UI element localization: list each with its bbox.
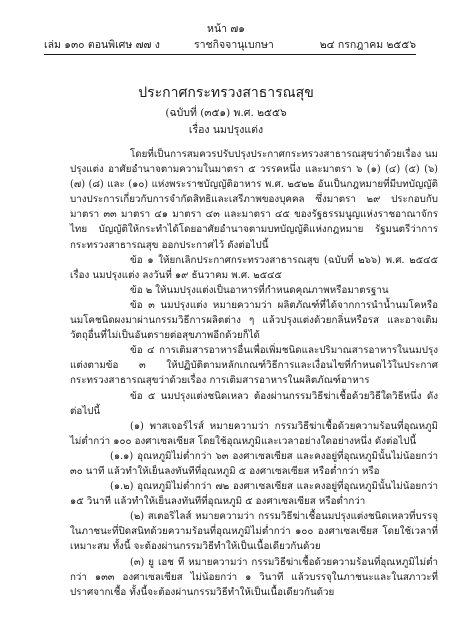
gazette-header (44, 36, 416, 54)
header-divider (44, 54, 416, 55)
gazette-name: ราชกิจจานุเบกษา (194, 39, 274, 51)
clause-paragraph: ข้อ ๒ ให้นมปรุงแต่งเป็นอาหารที่กำหนดคุณภาพหรือมาตรฐาน (130, 284, 389, 296)
clause-paragraph: (๑.๒) อุณหภูมิไม่ต่ำกว่า ๗๒ องศาเซลเซียส และคงอยู่ที่อุณหภูมินั้นไม่น้อยกว่า ๑๕ วินาที แล้วทำให้เย็นลงทันทีที่อุณหภูมิ ๕ องศาเซลเซียส หรือต่ำกว่า (70, 481, 438, 508)
clause-paragraph: ข้อ ๑ ให้ยกเลิกประกาศกระทรวงสาธารณสุข (ฉบับที่ ๒๖๖) พ.ศ. ๒๕๔๕ เรื่อง นมปรุงแต่ง ลงวันที่ ๑๙ ธันวาคม พ.ศ. ๒๕๔๕ (70, 254, 438, 281)
clause-paragraph: ข้อ ๔ การเติมสารอาหารอื่นเพื่อเพิ่มชนิดและปริมาณสารอาหารในนมปรุงแต่งตามข้อ ๓ ให้ปฏิบัติตามหลักเกณฑ์วิธีการและเงื่อนไขที่กำหนดไว้ในประกาศกระทรวงสาธารณสุขว่าด้วยเรื่อง การเติมสารอาหารในผลิตภัณฑ์อาหาร (70, 345, 438, 387)
notice-title: ประกาศกระทรวงสาธารณสุข (138, 85, 314, 101)
notice-body (70, 147, 438, 600)
clause-paragraph: (๑) พาสเจอร์ไรส์ หมายความว่า กรรมวิธีฆ่าเชื้อด้วยความร้อนที่อุณหภูมิไม่ต่ำกว่า ๑๐๐ องศาเซลเซียส โดยใช้อุณหภูมิและเวลาอย่างใดอย่างหนึ่ง ดังต่อไปนี้ (70, 420, 438, 447)
clause-paragraph: ข้อ ๓ นมปรุงแต่ง หมายความว่า ผลิตภัณฑ์ที่ได้จากการนำน้ำนมโคหรือนมโคชนิดผงมาผ่านกรรมวิธีการผลิตต่าง ๆ แล้วปรุงแต่งด้วยกลิ่นหรือรส และอาจเติมวัตถุอื่นที่ไม่เป็นอันตรายต่อสุขภาพอีกด้วยก็ได้ (70, 299, 438, 342)
clause-paragraph: ข้อ ๕ นมปรุงแต่งชนิดเหลว ต้องผ่านกรรมวิธีฆ่าเชื้อด้วยวิธีใดวิธีหนึ่ง ดังต่อไปนี้ (70, 390, 438, 417)
volume-issue: เล่ม ๑๓๐ ตอนพิเศษ ๗๗ ง (44, 39, 160, 51)
publication-date: ๒๔ กรกฎาคม ๒๕๕๖ (319, 39, 416, 51)
page-number: หน้า ๗๑ (207, 23, 245, 35)
notice-number: (ฉบับที่ (๓๕๑) พ.ศ. ๒๕๕๖ (165, 107, 287, 119)
notice-subject: เรื่อง นมปรุงแต่ง (188, 124, 264, 136)
clause-paragraph: (๑.๑) อุณหภูมิไม่ต่ำกว่า ๖๓ องศาเซลเซียส และคงอยู่ที่อุณหภูมินั้นไม่น้อยกว่า ๓๐ นาที แล้วทำให้เย็นลงทันทีที่อุณหภูมิ ๕ องศาเซลเซียส หรือต่ำกว่า หรือ (70, 450, 438, 477)
clause-paragraph: (๒) สเตอริไลส์ หมายความว่า กรรมวิธีฆ่าเชื้อนมปรุงแต่งชนิดเหลวที่บรรจุในภาชนะที่ปิดสนิทด้วยความร้อนที่อุณหภูมิไม่ต่ำกว่า ๑๐๐ องศาเซลเซียส โดยใช้เวลาที่เหมาะสม ทั้งนี้ จะต้องผ่านกรรมวิธีทำให้เป็นเนื้อเดียวกันด้วย (70, 511, 438, 553)
clause-paragraph: โดยที่เป็นการสมควรปรับปรุงประกาศกระทรวงสาธารณสุขว่าด้วยเรื่อง นมปรุงแต่ง อาศัยอำนาจตามความในมาตรา ๕ วรรคหนึ่ง และมาตรา ๖ (๑) (๔) (๕) (๖) (๗) (๘) และ (๑๐) แห่งพระราชบัญญัติอาหาร พ.ศ. ๒๕๒๒ อันเป็นกฎหมายที่มีบทบัญญัติบางประการเกี่ยวกับการจำกัดสิทธิและเสรีภาพของบุคคล ซึ่งมาตรา ๒๙ ประกอบกับมาตรา ๓๓ มาตรา ๔๑ มาตรา ๔๓ และมาตรา ๔๕ ของรัฐธรรมนูญแห่งราชอาณาจักรไทย บัญญัติให้กระทำได้โดยอาศัยอำนาจตามบทบัญญัติแห่งกฎหมาย รัฐมนตรีว่าการกระทรวงสาธารณสุข ออกประกาศไว้ ดังต่อไปนี้ (70, 149, 438, 251)
clause-paragraph: (๓) ยู เอช ที หมายความว่า กรรมวิธีฆ่าเชื้อด้วยความร้อนที่อุณหภูมิไม่ต่ำกว่า ๑๓๓ องศาเซลเซียส ไม่น้อยกว่า ๑ วินาที แล้วบรรจุในภาชนะและในสภาวะที่ปราศจากเชื้อ ทั้งนี้จะต้องผ่านกรรมวิธีทำให้เป็นเนื้อเดียวกันด้วย (70, 556, 438, 598)
